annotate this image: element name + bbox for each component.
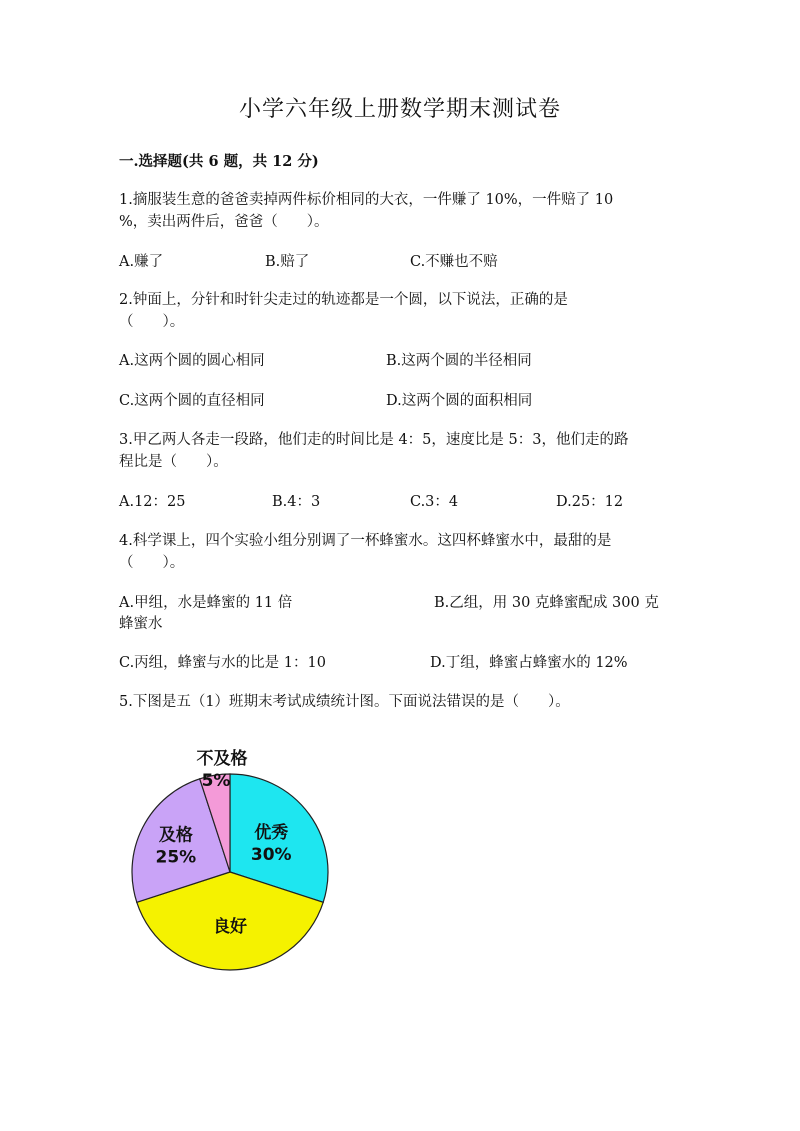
q3-option-d[interactable]: D.25：12 [556,494,624,510]
pie-label-1: 良好 [213,916,247,937]
q2-option-a[interactable]: A.这两个圆的圆心相同 [119,353,265,369]
q2-option-b[interactable]: B.这两个圆的半径相同 [386,353,532,369]
q3-option-c[interactable]: C.3：4 [410,494,459,510]
q4-option-a[interactable]: A.甲组，水是蜂蜜的 11 倍 [119,595,293,611]
pie-label-0: 优秀 [254,823,289,844]
q1-option-a[interactable]: A.赚了 [119,254,164,270]
pie-value-label-2: 25% [155,847,197,868]
q2-option-d[interactable]: D.这两个圆的面积相同 [386,393,533,409]
q3-option-a[interactable]: A.12：25 [119,494,186,510]
q1-line-1: 1.摘服装生意的爸爸卖掉两件标价相同的大衣，一件赚了 10%，一件赔了 10 [119,192,614,208]
q2-option-c[interactable]: C.这两个圆的直径相同 [119,393,265,409]
q2-line-1: 2.钟面上，分针和时针尖走过的轨迹都是一个圆，以下说法，正确的是 [119,292,568,308]
grade-pie-chart [120,745,340,975]
q4-line-2: （ ）。 [119,555,185,571]
q1-option-b[interactable]: B.赔了 [265,254,310,270]
q1-line-2: %，卖出两件后，爸爸（ ）。 [119,214,329,230]
q4-option-d[interactable]: D.丁组，蜂蜜占蜂蜜水的 12% [430,655,628,671]
pie-label-2: 及格 [158,825,193,846]
q3-line-1: 3.甲乙两人各走一段路，他们走的时间比是 4：5，速度比是 5：3，他们走的路 [119,432,629,448]
q4-option-b[interactable]: B.乙组，用 30 克蜂蜜配成 300 克 [434,595,659,611]
q4-option-c[interactable]: C.丙组，蜂蜜与水的比是 1：10 [119,655,326,671]
q2-line-2: （ ）。 [119,314,185,330]
section-heading: 一.选择题(共 6 题，共 12 分) [119,153,319,170]
pie-value-label-3: 5% [201,771,231,791]
pie-label-3: 不及格 [196,749,248,769]
q1-option-c[interactable]: C.不赚也不赔 [410,254,498,270]
q3-option-b[interactable]: B.4：3 [272,494,321,510]
q4-line-1: 4.科学课上，四个实验小组分别调了一杯蜂蜜水。这四杯蜂蜜水中，最甜的是 [119,533,612,549]
page-title: 小学六年级上册数学期末测试卷 [238,97,561,122]
pie-value-label-0: 30% [250,845,292,866]
q5-line-1: 5.下图是五（1）班期末考试成绩统计图。下面说法错误的是（ ）。 [119,694,570,710]
q4-option-b-continued: 蜂蜜水 [119,616,163,632]
q3-line-2: 程比是（ ）。 [119,454,228,470]
